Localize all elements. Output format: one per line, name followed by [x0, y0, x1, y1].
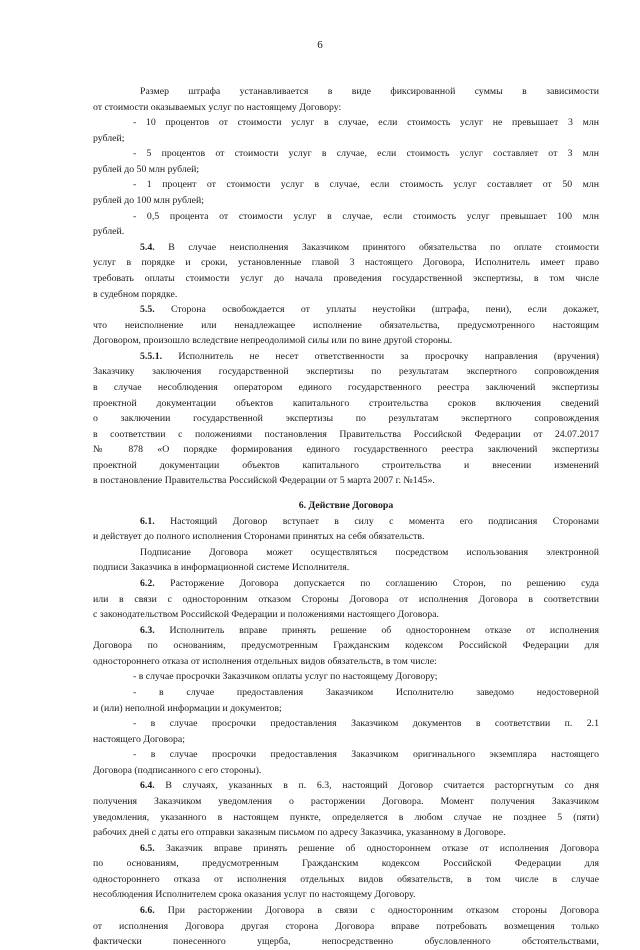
text-line: проектной документации объектов капитального строительства и внесении изменений — [93, 459, 599, 471]
text-line: Подписание Договора может осуществляться посредством использования электронной — [140, 546, 599, 558]
text-line: рублей до 100 млн рублей; — [93, 195, 204, 207]
text-line: - 0,5 процента от стоимости услуг в случае, если стоимость услуг превышает 100 млн — [133, 210, 599, 222]
text-line: или в связи с односторонним отказом Стороны Договора от исполнения Договора в соответствии — [93, 593, 599, 605]
text-line: несоблюдения Исполнителем срока оказания услуг по настоящему Договору. — [93, 889, 416, 901]
text-line: 6.2. Расторжение Договора допускается по соглашению Сторон, по решению суда — [140, 577, 599, 589]
text-line: - 1 процент от стоимости услуг в случае, если стоимость услуг составляет от 50 млн — [133, 179, 599, 191]
text-line: рабочих дней с даты его отправки заказным письмом по адресу Заказчика, указанному в Договоре. — [93, 827, 506, 839]
text-line: от исполнения Договора другая сторона Договора вправе потребовать возмещения только — [93, 920, 599, 932]
text-line: - в случае просрочки предоставления Заказчиком оригинального экземпляра настоящего — [133, 749, 599, 761]
text-line: и (или) неполной информации и документов; — [93, 702, 282, 714]
text-line: настоящего Договора; — [93, 733, 186, 745]
text-line: в постановление Правительства Российской Федерации от 5 марта 2007 г. №145». — [93, 475, 435, 487]
text-line: - в случае предоставления Заказчиком Исполнителю заведомо недостоверной — [133, 686, 599, 698]
text-line: одностороннего отказа от исполнения отдельных видов обязательств, в том числе в случае — [93, 873, 599, 885]
text-line: 6.6. При расторжении Договора в связи с односторонним отказом стороны Договора — [140, 905, 599, 917]
text-line: что неисполнение или ненадлежащее исполнение обязательства, предусмотренного настоящим — [93, 319, 599, 331]
text-line: рублей. — [93, 226, 125, 238]
text-line: 5.5.1. Исполнитель не несет ответственности за просрочку направления (вручения) — [140, 350, 599, 362]
text-line: 6.3. Исполнитель вправе принять решение об одностороннем отказе от исполнения — [140, 624, 599, 636]
section-heading: 6. Действие Договора — [298, 500, 394, 512]
text-line: фактически понесенного ущерба, непосредственно обусловленного обстоятельствами, — [93, 936, 599, 948]
text-line: Договора (подписанного с его стороны). — [93, 764, 262, 776]
text-line: услуг в порядке и сроки, установленные главой 3 настоящего Договора, Исполнитель имеет право — [93, 257, 599, 269]
text-line: и действует до полного исполнения Сторонами принятых на себя обязательств. — [93, 531, 425, 543]
text-line: Заказчику заключения государственной экспертизы по результатам экспертного сопровождения — [93, 366, 599, 378]
text-line: уведомления, указанного в настоящем пункте, определяется в любом случае не позднее 5 (пяти) — [93, 811, 599, 823]
text-line: - 5 процентов от стоимости услуг в случае, если стоимость услуг составляет от 3 млн — [133, 148, 599, 160]
text-line: Договором, произошло вследствие непреодолимой силы или по вине другой стороны. — [93, 335, 453, 347]
text-line: по основаниям, предусмотренным Гражданским кодексом Российской Федерации для — [93, 858, 599, 870]
text-line: требовать оплаты стоимости услуг до начала проведения государственной экспертизы, в том числе — [93, 272, 599, 284]
text-line: 6.4. В случаях, указанных в п. 6.3, настоящий Договор считается расторгнутым со дня — [140, 780, 599, 792]
text-line: проектной документации объектов капитального строительства сроков включения сведений — [93, 397, 599, 409]
text-line: - 10 процентов от стоимости услуг в случае, если стоимость услуг не превышает 3 млн — [133, 117, 599, 129]
text-line: в соответствии с положениями постановления Правительства Российской Федерации от 24.07.2017 — [93, 428, 599, 440]
text-line: № 878 «О порядке формирования единого государственного реестра заключений экспертизы — [93, 444, 599, 456]
text-line: рублей до 50 млн рублей; — [93, 163, 200, 175]
text-line: с законодательством Российской Федерации и положениями настоящего Договора. — [93, 609, 439, 621]
text-line: от стоимости оказываемых услуг по настоящему Договору: — [93, 101, 342, 113]
text-line: в судебном порядке. — [93, 288, 178, 300]
text-line: одностороннего отказа от исполнения отдельных видов обязательств, в том числе: — [93, 655, 437, 667]
text-line: Размер штрафа устанавливается в виде фиксированной суммы в зависимости — [140, 86, 599, 97]
text-line: в случае несоблюдения оператором единого государственного реестра заключений экспертизы — [93, 381, 599, 393]
section-gap — [93, 489, 599, 498]
text-line: подписи Заказчика в информационной системе Исполнителя. — [93, 562, 350, 574]
text-line: 6.5. Заказчик вправе принять решение об одностороннем отказе от исполнения Договора — [140, 842, 599, 854]
page-number: 6 — [317, 39, 323, 51]
text-line: о заключении государственной экспертизы по результатам экспертного сопровождения — [93, 413, 599, 425]
text-line: 5.5. Сторона освобождается от уплаты неустойки (штрафа, пени), если докажет, — [140, 304, 599, 316]
text-line: 6.1. Настоящий Договор вступает в силу с момента его подписания Сторонами — [140, 515, 599, 527]
text-line: - в случае просрочки предоставления Заказчиком документов в соответствии п. 2.1 — [133, 718, 599, 730]
text-line: рублей; — [93, 132, 125, 144]
text-line: Договора по основаниям, предусмотренным Гражданским кодексом Российской Федерации для — [93, 640, 599, 652]
document-body — [93, 84, 599, 950]
text-line: 5.4. В случае неисполнения Заказчиком принятого обязательства по оплате стоимости — [140, 241, 599, 253]
text-line: получения Заказчиком уведомления о расторжении Договора. Момент получения Заказчиком — [93, 796, 599, 808]
text-line: - в случае просрочки Заказчиком оплаты услуг по настоящему Договору; — [133, 671, 438, 683]
